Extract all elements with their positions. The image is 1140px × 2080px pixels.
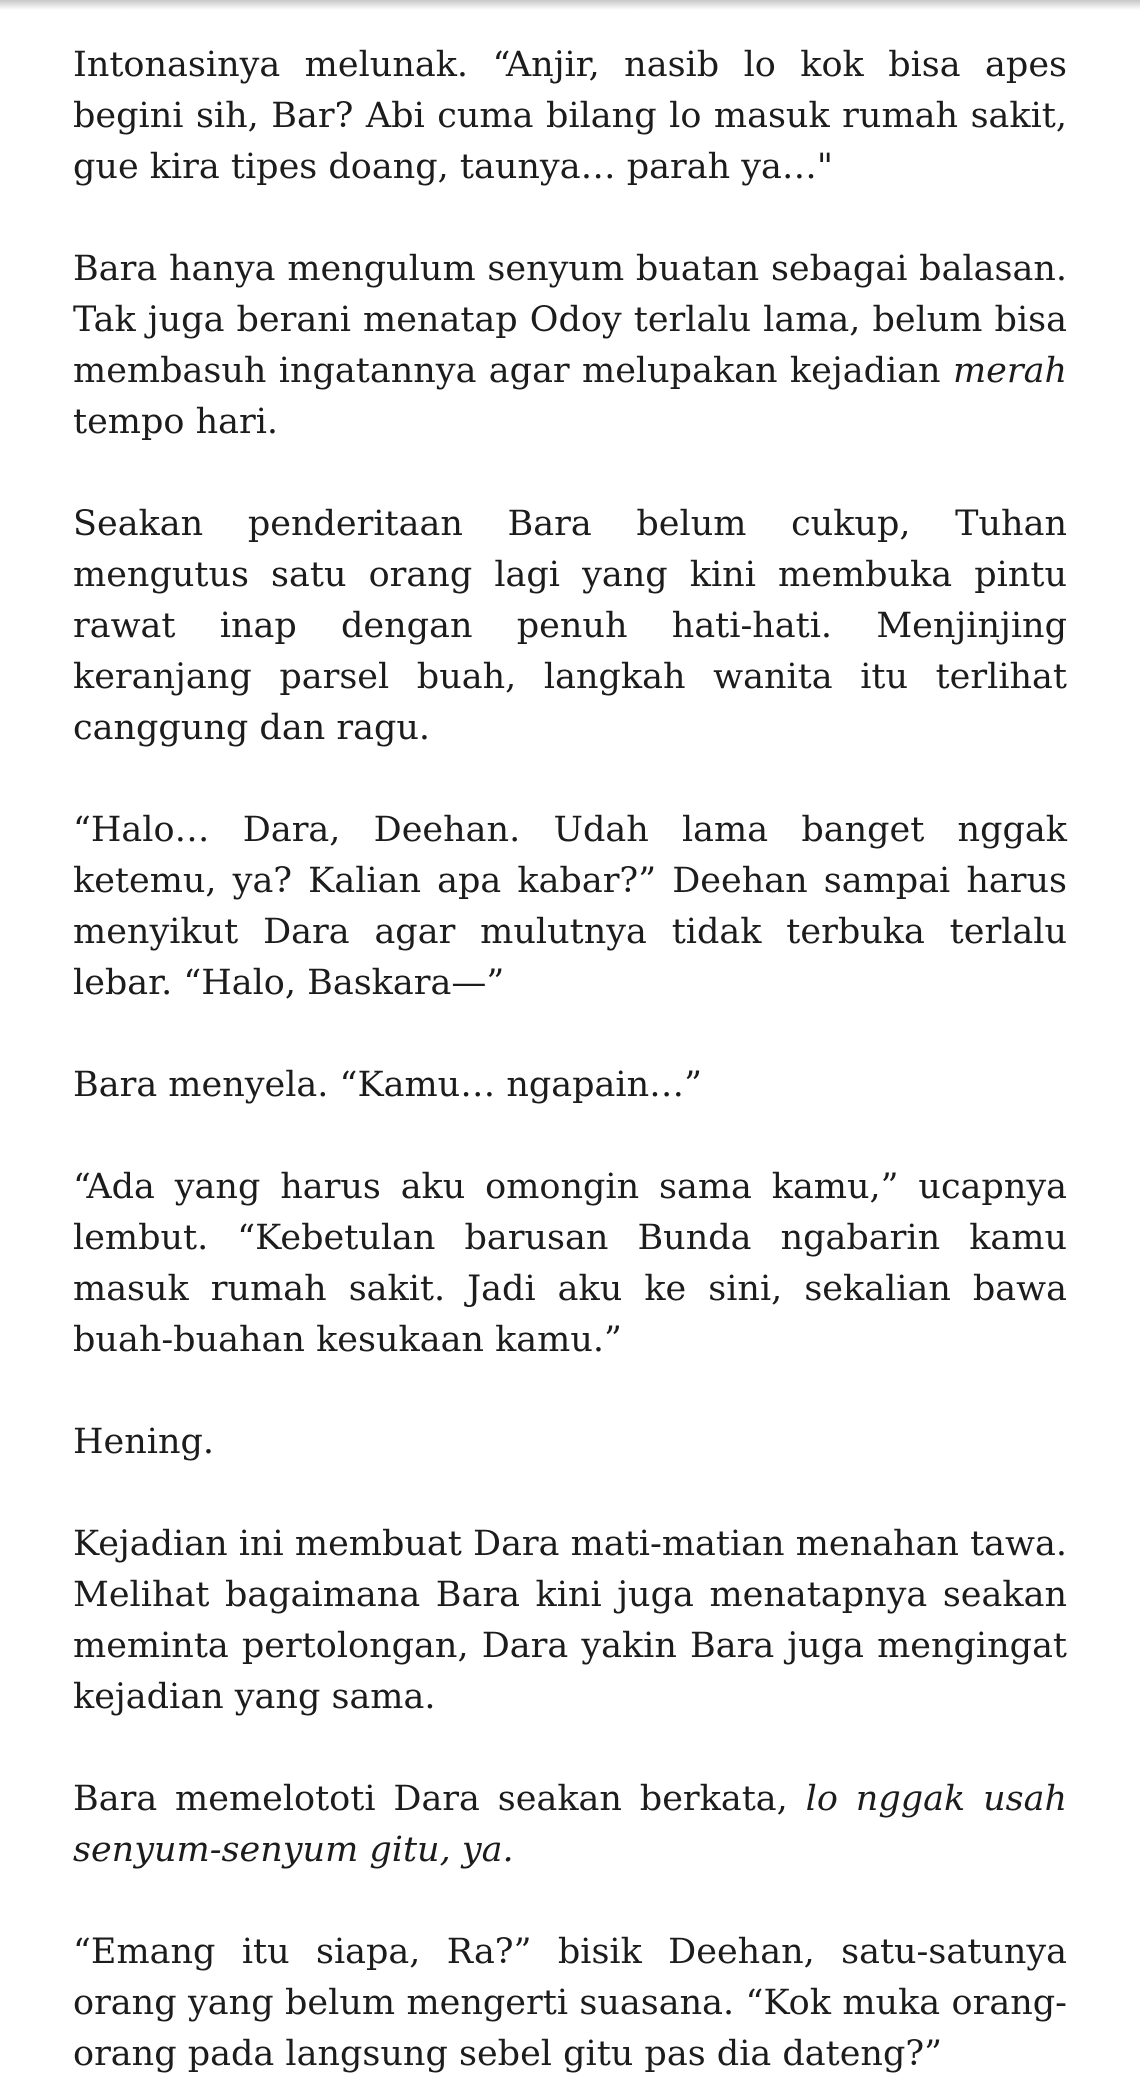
paragraph-7 xyxy=(73,1417,1067,1468)
paragraph-8 xyxy=(73,1519,1067,1723)
text-run: Intonasinya melunak. “Anjir, nasib lo kok bisa apes begini sih, Bar? Abi cuma bilang lo masuk rumah sakit, gue kira tipes doang, taunya… parah ya…" xyxy=(73,45,1067,187)
top-edge-shadow xyxy=(0,0,1140,10)
text-run: Bara memelototi Dara seakan berkata, xyxy=(73,1779,806,1819)
text-run: “Emang itu siapa, Ra?” bisik Deehan, satu-satunya orang yang belum mengerti suasana. “Kok muka orang-orang pada langsung sebel gitu pas dia dateng?” xyxy=(73,1932,1067,2074)
text-run: Bara menyela. “Kamu… ngapain…” xyxy=(73,1065,703,1105)
paragraph-3 xyxy=(73,499,1067,754)
paragraph-4 xyxy=(73,805,1067,1009)
italic-text-run: merah xyxy=(952,351,1067,391)
text-run: tempo hari. xyxy=(73,402,279,442)
text-run: Kejadian ini membuat Dara mati-matian menahan tawa. Melihat bagaimana Bara kini juga menatapnya seakan meminta pertolongan, Dara yakin Bara juga mengingat kejadian yang sama. xyxy=(73,1524,1067,1717)
paragraph-9 xyxy=(73,1774,1067,1876)
text-run: “Halo… Dara, Deehan. Udah lama banget nggak ketemu, ya? Kalian apa kabar?” Deehan sampai harus menyikut Dara agar mulutnya tidak terbuka terlalu lebar. “Halo, Baskara—” xyxy=(73,810,1067,1003)
italic-text-run: lo nggak usah senyum-senyum gitu, ya. xyxy=(73,1779,1067,1870)
text-run: Seakan penderitaan Bara belum cukup, Tuhan mengutus satu orang lagi yang kini membuka pintu rawat inap dengan penuh hati-hati. Menjinjing keranjang parsel buah, langkah wanita itu terlihat canggung dan ragu. xyxy=(73,504,1067,748)
paragraph-10 xyxy=(73,1927,1067,2080)
reading-page xyxy=(73,40,1067,2080)
paragraph-2 xyxy=(73,244,1067,448)
paragraph-5 xyxy=(73,1060,1067,1111)
text-run: “Ada yang harus aku omongin sama kamu,” ucapnya lembut. “Kebetulan barusan Bunda ngabarin kamu masuk rumah sakit. Jadi aku ke sini, sekalian bawa buah-buahan kesukaan kamu.” xyxy=(73,1167,1067,1360)
paragraph-1 xyxy=(73,40,1067,193)
paragraph-6 xyxy=(73,1162,1067,1366)
text-run: Hening. xyxy=(73,1422,215,1462)
text-run: Bara hanya mengulum senyum buatan sebagai balasan. Tak juga berani menatap Odoy terlalu lama, belum bisa membasuh ingatannya agar melupakan kejadian xyxy=(73,249,1067,391)
